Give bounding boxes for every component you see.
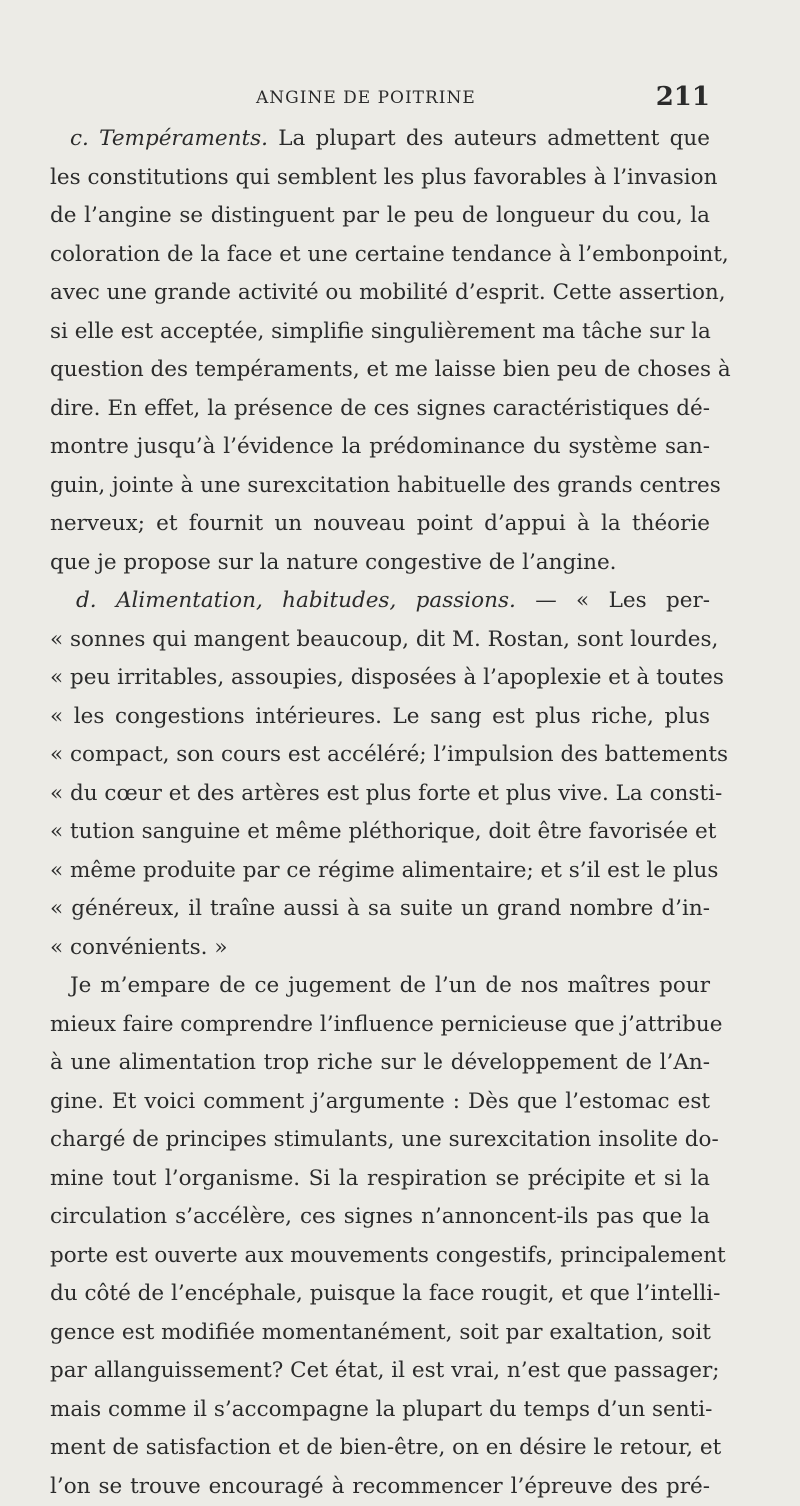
line-text: mais comme il s’accompagne la plupart du temps d’un senti- (50, 1397, 712, 1422)
line-text: mieux faire comprendre l’influence pernicieuse que j’attribue (50, 1012, 722, 1037)
text-line (50, 621, 710, 660)
line-text: gence est modifiée momentanément, soit par exaltation, soit (50, 1320, 711, 1345)
text-line (50, 775, 710, 814)
line-text: « compact, son cours est accéléré; l’impulsion des battements (50, 742, 728, 767)
line-text: que je propose sur la nature congestive de l’angine. (50, 550, 617, 575)
line-text: — « Les per- (516, 588, 710, 613)
text-line (50, 197, 710, 236)
line-text: « du cœur et des artères est plus forte et plus vive. La consti- (50, 781, 722, 806)
text-line (50, 736, 710, 775)
text-line (50, 428, 710, 467)
text-line (50, 236, 710, 275)
text-line (50, 582, 710, 621)
line-text: dire. En effet, la présence de ces signes caractéristiques dé- (50, 396, 710, 421)
text-line (50, 1006, 710, 1045)
line-text: si elle est acceptée, simplifie singulièrement ma tâche sur la (50, 319, 711, 344)
line-text: mine tout l’organisme. Si la respiration se précipite et si la (50, 1166, 710, 1191)
running-title: ANGINE DE POITRINE (256, 88, 476, 108)
text-line (50, 1083, 710, 1122)
text-line (50, 967, 710, 1006)
line-text: « les congestions intérieures. Le sang est plus riche, plus (50, 704, 710, 729)
line-text: montre jusqu’à l’évidence la prédominance du système san- (50, 434, 710, 459)
text-line (50, 1314, 710, 1353)
body-text (50, 120, 710, 1506)
line-text: « convénients. » (50, 935, 227, 960)
line-text: « sonnes qui mangent beaucoup, dit M. Rostan, sont lourdes, (50, 627, 718, 652)
text-line (50, 313, 710, 352)
page-number: 211 (656, 82, 710, 112)
text-line (50, 1352, 710, 1391)
line-text: circulation s’accélère, ces signes n’annoncent-ils pas que la (50, 1204, 710, 1229)
line-text: du côté de l’encéphale, puisque la face rougit, et que l’intelli- (50, 1281, 720, 1306)
line-text: les constitutions qui semblent les plus favorables à l’invasion (50, 165, 717, 190)
line-text: Je m’empare de ce jugement de l’un de nos maîtres pour (70, 973, 710, 998)
text-line (50, 1468, 710, 1506)
text-line (50, 929, 710, 968)
text-line (50, 159, 710, 198)
text-line (50, 1429, 710, 1468)
text-line (50, 1044, 710, 1083)
line-text: « généreux, il traîne aussi à sa suite un grand nombre d’in- (50, 896, 710, 921)
line-text: « même produite par ce régime alimentaire; et s’il est le plus (50, 858, 718, 883)
line-text: La plupart des auteurs admettent que (268, 126, 710, 151)
line-text: « peu irritables, assoupies, disposées à l’apoplexie et à toutes (50, 665, 724, 690)
text-line (50, 274, 710, 313)
line-text: à une alimentation trop riche sur le développement de l’An- (50, 1050, 710, 1075)
line-text: « tution sanguine et même pléthorique, doit être favorisée et (50, 819, 716, 844)
line-text: chargé de principes stimulants, une surexcitation insolite do- (50, 1127, 719, 1152)
line-text: question des tempéraments, et me laisse bien peu de choses à (50, 357, 731, 382)
text-line (50, 544, 710, 583)
line-text: de l’angine se distinguent par le peu de longueur du cou, la (50, 203, 710, 228)
line-text: coloration de la face et une certaine tendance à l’embonpoint, (50, 242, 729, 267)
text-line (50, 852, 710, 891)
section-heading: d. Alimentation, habitudes, passions. (76, 588, 516, 613)
text-line (50, 390, 710, 429)
text-line (50, 698, 710, 737)
line-text: avec une grande activité ou mobilité d’esprit. Cette assertion, (50, 280, 726, 305)
text-line (50, 659, 710, 698)
line-text: ment de satisfaction et de bien-être, on en désire le retour, et (50, 1435, 721, 1460)
text-line (50, 1121, 710, 1160)
line-text: nerveux; et fournit un nouveau point d’appui à la théorie (50, 511, 710, 536)
line-text: porte est ouverte aux mouvements congestifs, principalement (50, 1243, 726, 1268)
text-line (50, 1198, 710, 1237)
text-line (50, 1237, 710, 1276)
text-line (50, 813, 710, 852)
text-line (50, 120, 710, 159)
line-text: par allanguissement? Cet état, il est vrai, n’est que passager; (50, 1358, 719, 1383)
page-header (46, 82, 710, 112)
text-line (50, 1160, 710, 1199)
text-line (50, 890, 710, 929)
line-text: gine. Et voici comment j’argumente : Dès que l’estomac est (50, 1089, 710, 1114)
text-line (50, 1275, 710, 1314)
text-line (50, 351, 710, 390)
text-line (50, 1391, 710, 1430)
line-text: guin, jointe à une surexcitation habituelle des grands centres (50, 473, 721, 498)
text-line (50, 467, 710, 506)
text-line (50, 505, 710, 544)
section-heading: c. Tempéraments. (70, 126, 268, 151)
line-text: l’on se trouve encouragé à recommencer l’épreuve des pré- (50, 1474, 710, 1499)
